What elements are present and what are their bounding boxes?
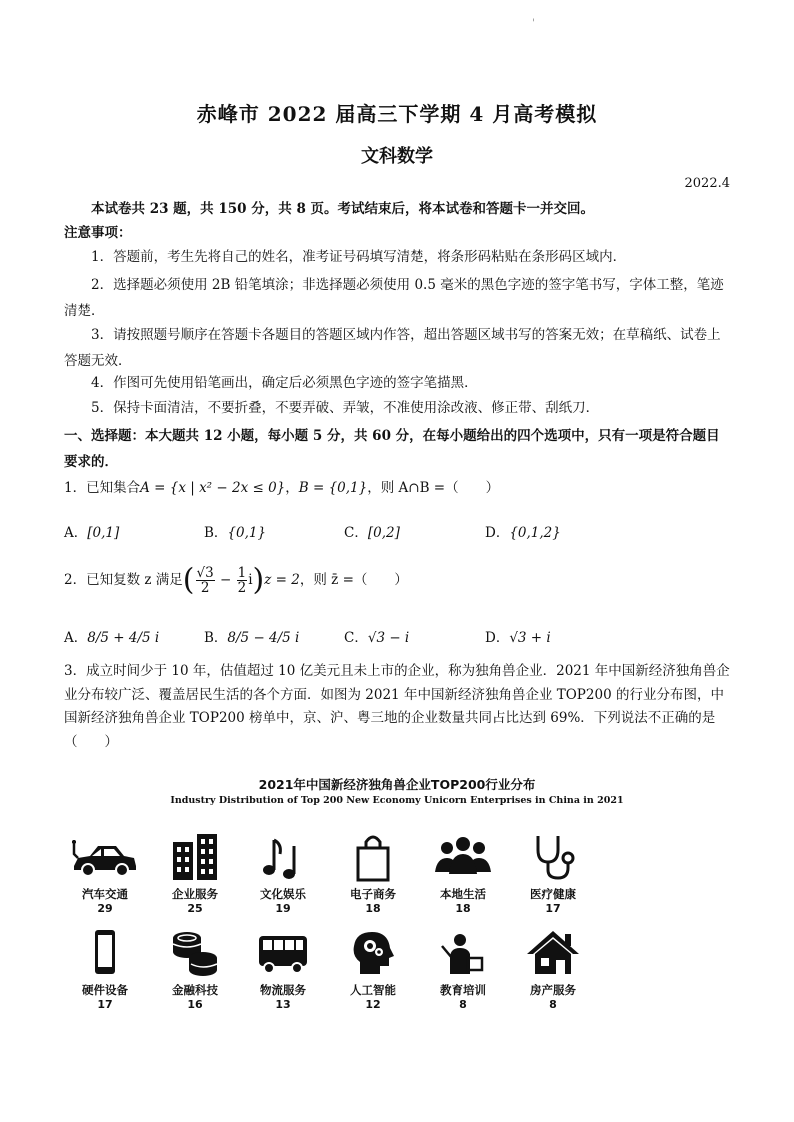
- bus-icon: [253, 928, 313, 978]
- industry-label: 医疗健康: [530, 887, 576, 901]
- top-mark: ': [532, 18, 535, 29]
- industry-cell: [328, 928, 418, 1011]
- industry-cell: [60, 928, 150, 1011]
- industry-label: 企业服务: [172, 887, 218, 901]
- people-group-icon: [433, 832, 493, 882]
- industry-cell: [508, 928, 598, 1011]
- q2-option-d[interactable]: [485, 626, 551, 646]
- industry-cell: [238, 928, 328, 1011]
- q1-option-c[interactable]: [344, 521, 400, 541]
- q1-set-a: A = {x | x² − 2x ≤ 0}: [140, 480, 286, 496]
- shopping-bag-icon: [348, 832, 398, 882]
- q1-set-b: B = {0,1}: [298, 480, 368, 496]
- industry-cell: [150, 928, 240, 1011]
- q1-option-a[interactable]: [64, 521, 119, 541]
- industry-cell: [150, 832, 240, 915]
- chart-title: 2021年中国新经济独角兽企业TOP200行业分布: [258, 777, 536, 792]
- industry-label: 人工智能: [350, 983, 396, 997]
- option-label: C．: [344, 525, 368, 541]
- option-value: 8/5 − 4/5 i: [227, 630, 300, 646]
- teacher-icon: [438, 928, 488, 978]
- notice-item: 4．作图可先使用铅笔画出，确定后必须黑色字迹的签字笔描黑．: [91, 375, 478, 391]
- industry-count: 18: [365, 902, 381, 915]
- notice-item: 5．保持卡面清洁，不要折叠，不要弄破、弄皱，不准使用涂改液、修正带、刮纸刀．: [91, 400, 600, 416]
- exam-subtitle: 文科数学: [361, 146, 433, 167]
- industry-label: 文化娱乐: [260, 887, 306, 901]
- house-icon: [525, 928, 581, 978]
- intro-text: 本试卷共 23 题，共 150 分，共 8 页。考试结束后，将本试卷和答题卡一并交回。: [91, 201, 595, 217]
- industry-label: 硬件设备: [82, 983, 128, 997]
- option-value: [0,2]: [367, 525, 400, 541]
- industry-count: 25: [187, 902, 203, 915]
- exam-date: 2022.4: [684, 176, 730, 191]
- right-paren: ): [252, 562, 265, 598]
- option-value: √3 − i: [367, 630, 410, 646]
- option-label: C．: [344, 630, 368, 646]
- option-value: {0,1}: [227, 525, 267, 541]
- q2-option-b[interactable]: [204, 626, 299, 646]
- industry-count: 18: [455, 902, 471, 915]
- industry-count: 8: [459, 998, 467, 1011]
- industry-label: 金融科技: [172, 983, 218, 997]
- industry-cell: [238, 832, 328, 915]
- industry-count: 19: [275, 902, 291, 915]
- question-2: 2．已知复数 z 满足( $\frac{√3}{2}$ − $\frac{1}{2}$ i)z = 2，则 z̄ =（ ）: [64, 562, 408, 598]
- q1-option-d[interactable]: [485, 521, 561, 541]
- industry-count: 8: [549, 998, 557, 1011]
- q1-sep: ，: [285, 480, 299, 496]
- industry-cell: [328, 832, 418, 915]
- phone-icon: [80, 928, 130, 978]
- notice-heading: 注意事项：: [64, 225, 132, 241]
- option-value: 8/5 + 4/5 i: [87, 630, 160, 646]
- industry-cell: [508, 832, 598, 915]
- option-value: [0,1]: [87, 525, 120, 541]
- notice-item: 3．请按照题号顺序在答题卡各题目的答题区域内作答，超出答题区域书写的答案无效；在草稿纸、试卷上答题无效．: [64, 327, 721, 369]
- option-label: B．: [204, 525, 228, 541]
- industry-label: 电子商务: [350, 887, 396, 901]
- stethoscope-icon: [528, 832, 578, 882]
- exam-title: 赤峰市 2022 届高三下学期 4 月高考模拟: [196, 102, 598, 126]
- notice-item: 2．选择题必须使用 2B 铅笔填涂；非选择题必须使用 0.5 毫米的黑色字迹的签字笔书写，字体工整，笔迹清楚．: [64, 277, 724, 319]
- section-heading: 一、选择题：本大题共 12 小题，每小题 5 分，共 60 分，在每小题给出的四个选项中，只有一项是符合题目要求的．: [64, 428, 720, 470]
- option-label: A．: [64, 630, 88, 646]
- industry-count: 16: [187, 998, 203, 1011]
- industry-cell: [60, 832, 150, 915]
- option-value: {0,1,2}: [509, 525, 561, 541]
- q1-prefix: 1．已知集合: [64, 480, 141, 496]
- industry-label: 汽车交通: [82, 887, 128, 901]
- industry-cell: [418, 832, 508, 915]
- q1-tail: ，则 A∩B =（ ）: [367, 480, 500, 496]
- fraction-sqrt3-over-2: $\frac{√3}{2}$: [196, 565, 214, 596]
- chart-subtitle: Industry Distribution of Top 200 New Economy Unicorn Enterprises in China in 2021: [170, 795, 624, 806]
- option-label: A．: [64, 525, 88, 541]
- industry-count: 12: [365, 998, 381, 1011]
- option-label: D．: [485, 525, 510, 541]
- q2-ask: ，则 z̄ =（ ）: [299, 572, 408, 588]
- industry-label: 房产服务: [530, 983, 576, 997]
- industry-count: 17: [545, 902, 561, 915]
- industry-count: 29: [97, 902, 113, 915]
- left-paren: (: [182, 562, 195, 598]
- industry-cell: [418, 928, 508, 1011]
- q2-equation: z = 2: [264, 572, 300, 588]
- option-value: √3 + i: [509, 630, 551, 646]
- question-1: [64, 478, 744, 498]
- q2-option-c[interactable]: [344, 626, 409, 646]
- buildings-icon: [165, 832, 225, 882]
- industry-label: 物流服务: [260, 983, 306, 997]
- question-3: 3．成立时间少于 10 年，估值超过 10 亿美元且未上市的企业，称为独角兽企业．2021 年中国新经济独角兽企业分布较广泛、覆盖居民生活的各个方面．如图为 2021 年中国新经济独角兽企业 TOP200 的行业分布图，中国新经济独角兽企业 TOP200 榜单中，京、沪、粤三地的企业数量共同占比达到 69%．下列说法不正确的是（ ）: [64, 663, 730, 750]
- notice-item: 1．答题前，考生先将自己的姓名，准考证号码填写清楚，将条形码粘贴在条形码区域内．: [91, 249, 627, 265]
- industry-count: 17: [97, 998, 113, 1011]
- ai-head-icon: [348, 928, 398, 978]
- q2-option-a[interactable]: [64, 626, 159, 646]
- industry-count: 13: [275, 998, 291, 1011]
- music-note-icon: [258, 832, 308, 882]
- q1-option-b[interactable]: [204, 521, 266, 541]
- industry-label: 本地生活: [440, 887, 486, 901]
- option-label: D．: [485, 630, 510, 646]
- coins-icon: [165, 928, 225, 978]
- q2-prefix: 2．已知复数 z 满足: [64, 572, 183, 588]
- car-icon: [70, 832, 140, 882]
- fraction-1-over-2: $\frac{1}{2}$: [237, 565, 247, 596]
- industry-label: 教育培训: [440, 983, 486, 997]
- option-label: B．: [204, 630, 228, 646]
